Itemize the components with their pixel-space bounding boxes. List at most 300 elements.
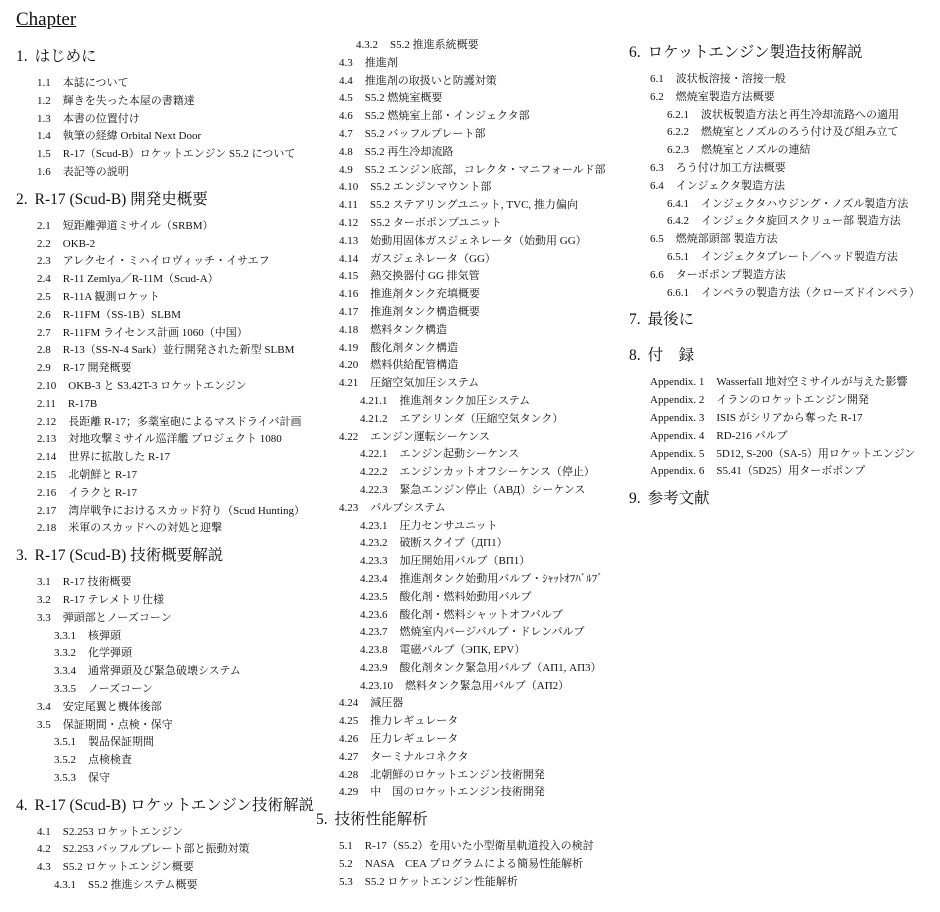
entry-number: 2.2 [37,237,51,250]
toc-entry [16,128,314,146]
entry-title: R-11 Zemlya／R-11M（Scud-A） [62,273,219,286]
toc-entry [16,449,314,467]
entry-number: 2.11 [37,397,56,410]
entry-number: 4.13 [339,234,359,247]
entry-number: 3.5.2 [54,754,76,767]
entry-title: 表記等の説明 [62,165,129,178]
entry-title: S5.2 エンジンマウント部 [370,181,492,194]
entry-title: S5.2 推進系統概要 [390,39,479,51]
entry-title: S5.2 再生冷却流路 [364,145,454,158]
toc-entry [316,749,606,767]
entry-number: 4.7 [339,127,353,140]
toc-entry [316,624,606,642]
entry-number: 1.5 [37,148,51,161]
entry-number: 5.1 [339,840,353,853]
entry-number: 4.3.2 [356,39,378,51]
toc-entry [16,93,314,111]
entry-title: R-17（S5.2）を用いた小型衛星軌道投入の検討 [364,840,594,853]
entry-title: 燃焼室とノズルの連結 [701,144,811,157]
entry-title: 推進剤タンク加圧システム [399,394,531,407]
entry-title: 破断スクイブ（ДП1） [399,537,508,550]
entry-number: 4.23.4 [360,572,388,585]
entry-number: 1.3 [37,112,51,125]
entry-number: 6.2 [650,90,664,103]
section-number: 4. [16,796,28,814]
section-title: ロケットエンジン製造技術解説 [647,44,863,61]
entry-number: 4.23.2 [360,537,388,550]
entry-title: 圧縮空気加圧システム [370,377,480,390]
entry-title: 波状板製造方法と再生冷却流路への適用 [701,108,899,121]
section-title: 付 録 [647,347,695,365]
toc-entry [16,75,314,93]
section-heading [629,481,920,517]
entry-number: 4.8 [339,145,353,158]
toc-entry [316,695,606,713]
entry-title: R-17 技術概要 [62,576,132,589]
toc-entry [316,500,606,518]
entry-number: 2.9 [37,362,51,375]
entry-number: 3.3 [37,611,51,624]
entry-title: 酸化剤タンク緊急用バルブ（АП1, АП3） [399,661,602,674]
toc-entry [629,231,920,249]
entry-title: R-13（SS-N-4 Sark）並行開発された新型 SLBM [62,344,295,357]
entry-number: 4.22.1 [360,448,388,461]
toc-entry [316,55,606,73]
toc-entry [316,251,606,269]
entry-number: 2.18 [37,522,57,535]
entry-number: 4.12 [339,216,359,229]
entry-title: 推進剤タンク充填概要 [370,288,481,301]
entry-number: 2.16 [37,486,57,499]
entry-number: 4.11 [339,199,358,212]
entry-title: 北朝鮮と R-17 [68,468,137,481]
section-title: R-17 (Scud-B) ロケットエンジン技術解説 [34,796,315,814]
toc-entry [16,289,314,307]
entry-title: R-17 開発概要 [62,362,132,375]
entry-number: 3.5.1 [54,736,76,749]
toc-entry [629,213,920,231]
section-heading [16,788,314,824]
toc-entry [316,607,606,625]
entry-title: 本誌について [62,77,129,89]
entry-title: 減圧器 [370,697,404,710]
toc-column-2 [316,37,606,892]
entry-number: 4.23.7 [360,626,388,639]
toc-entry [316,108,606,126]
toc-entry [629,160,920,178]
entry-number: 4.22.3 [360,483,388,496]
entry-title: 対地攻撃ミサイル巡洋艦 プロジェクト 1080 [68,433,282,446]
toc-entry [16,342,314,360]
toc-entry [629,178,920,196]
entry-title: 燃焼室内パージバルブ・ドレンバルブ [399,626,585,639]
toc-entry [16,574,314,592]
entry-number: 5.2 [339,858,353,871]
toc-entry [16,378,314,396]
entry-number: 4.20 [339,359,359,372]
toc-entry [16,503,314,521]
entry-title: バルブシステム [370,501,446,514]
entry-title: 推力レギュレータ [370,715,459,728]
entry-number: 2.8 [37,344,51,357]
entry-number: Appendix. 2 [650,394,705,407]
entry-title: 燃焼室とノズルのろう付け及び組み立て [701,126,899,139]
toc-entry [316,268,606,286]
entry-number: 4.23.6 [360,608,388,621]
entry-title: S2.253 ロケットエンジン [62,825,183,838]
entry-number: 4.3 [37,861,51,874]
toc-entry [316,144,606,162]
toc-entry [16,431,314,449]
section-number: 5. [316,811,328,829]
section-title: はじめに [34,48,97,65]
toc-entry [16,485,314,503]
entry-number: Appendix. 4 [650,429,705,442]
toc-entry [316,233,606,251]
entry-title: 湾岸戦争におけるスカッド狩り（Scud Hunting） [68,504,305,517]
toc-entry [316,286,606,304]
entry-title: S5.2 ロケットエンジン概要 [62,861,194,874]
entry-title: R-17B [67,397,98,410]
entry-title: R-11FM（SS-1B）SLBM [62,308,181,321]
entry-number: 4.18 [339,323,359,336]
section-title: R-17 (Scud-B) 開発史概要 [34,190,208,208]
entry-title: S5.2 ロケットエンジン性能解析 [364,875,518,888]
toc-entry [316,322,606,340]
toc-entry [316,678,606,696]
page-title: Chapter [16,9,77,30]
toc-entry [316,340,606,358]
entry-number: 3.3.4 [54,665,76,678]
toc-entry [16,645,314,663]
section-heading [629,302,920,338]
toc-entry [16,610,314,628]
entry-number: 1.1 [37,77,51,89]
entry-number: 4.26 [339,733,359,746]
entry-title: 長距離 R-17；多薬室砲によるマスドライバ計画 [68,415,302,428]
toc-entry [629,196,920,214]
entry-title: 始動用固体ガスジェネレータ（始動用 GG） [370,234,587,247]
entry-title: R-11A 観測ロケット [62,290,160,303]
entry-title: エンジンカットオフシーケンス（停止） [399,466,595,479]
entry-title: S5.2 ターボポンプユニット [370,216,502,229]
toc-entry [16,841,314,859]
section-number: 6. [629,44,641,61]
toc-entry [316,215,606,233]
toc-entry [316,767,606,785]
entry-number: 6.2.1 [667,108,689,121]
toc-entry [316,642,606,660]
entry-number: Appendix. 1 [650,376,705,389]
entry-number: 6.1 [650,73,664,85]
entry-number: 4.21.1 [360,394,388,407]
entry-number: 4.28 [339,768,359,781]
toc-entry [16,325,314,343]
toc-entry [16,628,314,646]
entry-number: 4.9 [339,163,353,176]
toc-entry [629,428,920,446]
entry-number: 4.23.8 [360,644,388,657]
entry-title: 保証期間・点検・保守 [62,718,173,731]
section-title: 参考文献 [647,490,710,508]
entry-title: 5D12, S-200（SA-5）用ロケットエンジン [716,447,916,460]
entry-title: 執筆の経緯 Orbital Next Door [62,130,202,143]
toc-entry [16,770,314,788]
toc-entry [316,856,606,874]
entry-number: 4.23.5 [360,590,388,603]
toc-entry [16,360,314,378]
section-heading [629,35,920,71]
entry-title: エンジン起動シーケンス [399,448,520,461]
entry-number: 4.15 [339,270,359,283]
entry-number: 2.15 [37,468,57,481]
toc-entry [629,124,920,142]
entry-number: 4.21 [339,377,359,390]
entry-title: 燃焼室製造方法概要 [675,90,775,103]
entry-number: 3.3.5 [54,682,76,695]
entry-number: 1.6 [37,165,51,178]
entry-title: ISIS がシリアから奪った R-17 [716,411,863,424]
entry-title: 通常弾頭及び緊急破壊システム [88,665,241,678]
entry-title: エンジン運転シーケンス [370,430,490,443]
entry-title: 燃焼部頭部 製造方法 [675,233,778,246]
toc-entry [316,482,606,500]
entry-title: 波状板溶接・溶接一般 [675,73,786,85]
entry-title: インジェクタプレート／ヘッド製造方法 [701,250,898,263]
section-number: 3. [16,547,28,565]
entry-number: 2.3 [37,255,51,268]
entry-title: イランのロケットエンジン開発 [716,394,869,407]
entry-title: OKB-3 と S3.42T-3 ロケットエンジン [68,379,247,392]
entry-title: 中 国のロケットエンジン技術開発 [370,786,545,799]
toc-entry [316,660,606,678]
entry-title: S5.2 エンジン底部，コレクタ・マニフォールド部 [364,163,606,176]
toc-entry [629,374,920,392]
toc-entry [316,126,606,144]
entry-number: 2.17 [37,504,57,517]
toc-entry [316,179,606,197]
toc-entry [16,663,314,681]
toc-entry [316,535,606,553]
entry-title: Wasserfall 地対空ミサイルが与えた影響 [716,376,908,389]
entry-title: R-11FM ライセンス計画 1060（中国） [62,326,248,339]
entry-number: 6.4 [650,179,664,192]
entry-number: 3.3.1 [54,629,76,642]
toc-entry [16,859,314,877]
toc-entry [629,267,920,285]
entry-number: 4.25 [339,715,359,728]
entry-title: 保守 [88,771,110,784]
entry-title: 核弾頭 [88,629,121,642]
toc-entry [316,197,606,215]
entry-number: 2.12 [37,415,57,428]
entry-number: Appendix. 6 [650,465,705,478]
toc-column-1 [16,39,314,895]
toc-entry [316,357,606,375]
entry-title: 北朝鮮のロケットエンジン技術開発 [370,768,545,781]
toc-entry [629,410,920,428]
entry-title: 圧力レギュレータ [370,733,459,746]
entry-number: 2.4 [37,273,51,286]
section-number: 9. [629,490,641,508]
toc-entry [316,713,606,731]
entry-number: Appendix. 3 [650,411,705,424]
entry-title: S5.2 推進システム概要 [88,879,198,892]
entry-number: 4.16 [339,288,359,301]
toc-entry [316,411,606,429]
entry-title: 燃料タンク緊急用バルブ（АП2） [405,679,570,692]
entry-number: 2.5 [37,290,51,303]
entry-number: 4.22 [339,430,359,443]
entry-number: 4.23.9 [360,661,388,674]
toc-entry [316,37,606,55]
toc-entry [16,752,314,770]
entry-number: 4.1 [37,825,51,838]
entry-number: Appendix. 5 [650,447,705,460]
entry-number: 2.13 [37,433,57,446]
toc-entry [316,731,606,749]
entry-title: 製品保証期間 [88,736,154,749]
entry-title: 推進剤タンク始動用バルブ・ｼｬｯﾄｵﾌﾊﾞﾙﾌﾞ [399,572,603,585]
entry-title: 緊急エンジン停止（АВД）シーケンス [399,483,586,496]
entry-number: 2.1 [37,219,51,232]
entry-title: 推進剤の取扱いと防護対策 [364,74,497,87]
entry-title: 化学弾頭 [88,647,132,660]
toc-entry [316,838,606,856]
entry-title: RD-216 バルブ [716,429,788,442]
entry-number: 6.6.1 [667,286,689,299]
entry-number: 4.23.10 [360,679,393,692]
entry-title: ターミナルコネクタ [370,750,469,763]
entry-title: アレクセイ・ミハイロヴィッチ・イサエフ [62,255,270,268]
toc-column-3 [629,35,920,517]
entry-number: 6.5 [650,233,664,246]
entry-number: 4.29 [339,786,359,799]
entry-number: 4.4 [339,74,353,87]
toc-entry [629,107,920,125]
entry-number: 3.5.3 [54,771,76,784]
section-number: 2. [16,190,28,208]
entry-title: インペラの製造方法（クローズドインペラ） [701,286,920,299]
toc-entry [16,164,314,182]
toc-entry [16,592,314,610]
entry-number: 4.23 [339,501,359,514]
entry-number: 4.2 [37,843,51,856]
entry-number: 6.4.2 [667,215,689,228]
entry-number: 3.2 [37,593,51,606]
entry-title: 酸化剤・燃料始動用バルブ [399,590,532,603]
entry-title: 酸化剤・燃料シャットオフバルブ [399,608,563,621]
toc-entry [316,571,606,589]
entry-title: S5.2 燃焼室概要 [364,92,443,105]
toc-entry [316,784,606,802]
toc-entry [16,734,314,752]
entry-number: 2.6 [37,308,51,321]
entry-number: 3.3.2 [54,647,76,660]
entry-number: 5.3 [339,875,353,888]
toc-entry [629,71,920,89]
toc-entry [629,89,920,107]
entry-title: 燃料供給配管構造 [370,359,459,372]
entry-number: 1.4 [37,130,51,143]
entry-title: R-17（Scud-B）ロケットエンジン S5.2 について [62,148,296,161]
toc-entry [16,218,314,236]
entry-title: イラクと R-17 [68,486,137,499]
toc-entry [316,73,606,91]
toc-entry [16,681,314,699]
entry-title: 輝きを失った本屋の書籍達 [62,94,195,107]
toc-entry [16,520,314,538]
toc-entry [16,271,314,289]
toc-entry [16,236,314,254]
entry-title: ノーズコーン [88,682,153,695]
entry-number: 6.5.1 [667,250,689,263]
toc-entry [629,285,920,303]
entry-number: 4.6 [339,110,353,123]
entry-title: 圧力センサユニット [399,519,498,532]
toc-entry [16,111,314,129]
entry-title: 安定尾翼と機体後部 [62,700,162,713]
toc-entry [16,824,314,842]
entry-title: ターボポンプ製造方法 [675,268,786,281]
toc-entry [629,463,920,481]
entry-title: 推進剤タンク構造概要 [370,305,481,318]
entry-number: 4.3 [339,56,353,69]
entry-number: 6.2.3 [667,144,689,157]
entry-number: 3.1 [37,576,51,589]
entry-title: 本書の位置付け [62,112,140,125]
toc-entry [316,162,606,180]
entry-title: 燃料タンク構造 [370,323,448,336]
entry-number: 2.10 [37,379,57,392]
entry-title: R-17 テレメトリ仕様 [62,593,164,606]
section-heading [16,182,314,218]
entry-title: 電磁バルブ（ЭПК, EPV） [399,644,526,657]
entry-title: 点検検査 [88,754,132,767]
entry-number: 2.7 [37,326,51,339]
entry-number: 3.4 [37,700,51,713]
toc-entry [629,392,920,410]
entry-title: ろう付け加工方法概要 [675,161,786,174]
entry-title: S5.41（5D25）用ターボポンプ [716,465,866,478]
entry-title: エアシリンダ（圧縮空気タンク） [399,412,564,425]
entry-number: 4.27 [339,750,359,763]
entry-title: 熱交換器付 GG 排気管 [370,270,480,283]
entry-title: 推進剤 [364,56,398,69]
section-title: R-17 (Scud-B) 技術概要解説 [34,547,224,565]
toc-entry [16,699,314,717]
toc-entry [316,874,606,892]
entry-title: OKB-2 [62,237,96,250]
entry-number: 3.5 [37,718,51,731]
toc-entry [629,446,920,464]
entry-number: 4.5 [339,92,353,105]
section-heading [16,538,314,574]
section-heading [316,802,606,838]
toc-entry [316,304,606,322]
entry-title: 短距離弾道ミサイル（SRBM） [62,219,214,232]
toc-entry [316,464,606,482]
entry-number: 2.14 [37,451,57,464]
toc-entry [316,375,606,393]
toc-entry [316,446,606,464]
toc-entry [16,146,314,164]
toc-entry [316,518,606,536]
toc-entry [316,553,606,571]
entry-title: インジェクタハウジング・ノズル製造方法 [701,197,909,210]
toc-entry [316,393,606,411]
toc-entry [16,396,314,414]
